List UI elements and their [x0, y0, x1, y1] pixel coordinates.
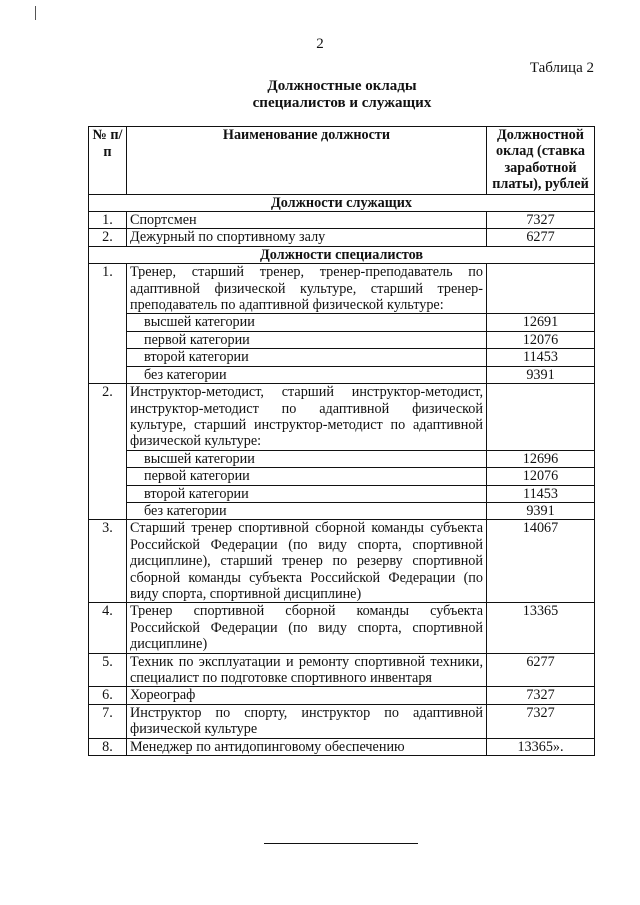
table-label: Таблица 2: [529, 60, 594, 76]
table-header-row: [89, 127, 595, 195]
table-row: [89, 704, 595, 738]
row-salary: 7327: [487, 687, 595, 704]
subrow-salary: 9391: [487, 366, 595, 383]
row-name: Тренер, старший тренер, тренер-преподаватель по адаптивной физической культуре, старший тренер-преподаватель по адаптивной физической культуре:: [127, 264, 487, 314]
row-name: Хореограф: [127, 687, 487, 704]
table-subrow: [89, 349, 595, 366]
row-num: 8.: [89, 738, 127, 755]
subrow-name: без категории: [127, 366, 487, 383]
header-salary: Должностной оклад (ставка заработной платы), рублей: [487, 127, 595, 195]
subrow-salary: 11453: [487, 349, 595, 366]
table-row: [89, 687, 595, 704]
table-row: [89, 653, 595, 687]
row-num: 2.: [89, 229, 127, 246]
section-specialists: [89, 246, 595, 263]
subrow-name: без категории: [127, 502, 487, 519]
table-subrow: [89, 450, 595, 467]
row-salary: 14067: [487, 520, 595, 603]
row-num: 5.: [89, 653, 127, 687]
subrow-name: высшей категории: [127, 450, 487, 467]
title-line-2: специалистов и служащих: [252, 95, 432, 111]
subrow-name: второй категории: [127, 485, 487, 502]
row-num: 1.: [89, 212, 127, 229]
table-row: [89, 603, 595, 653]
subrow-salary: 12696: [487, 450, 595, 467]
subrow-name: первой категории: [127, 331, 487, 348]
row-name: Дежурный по спортивному залу: [127, 229, 487, 246]
section-employees: [89, 194, 595, 211]
row-salary: 6277: [487, 229, 595, 246]
row-name: Тренер спортивной сборной команды субъекта Российской Федерации (по виду спорта, спортивной дисциплине): [127, 603, 487, 653]
row-salary: 7327: [487, 704, 595, 738]
row-salary: 13365».: [487, 738, 595, 755]
subrow-name: высшей категории: [127, 314, 487, 331]
row-name: Менеджер по антидопинговому обеспечению: [127, 738, 487, 755]
table-subrow: [89, 331, 595, 348]
row-num: 7.: [89, 704, 127, 738]
row-name: Инструктор по спорту, инструктор по адаптивной физической культуре: [127, 704, 487, 738]
row-num: 2.: [89, 384, 127, 520]
subrow-name: первой категории: [127, 468, 487, 485]
section-title: Должности служащих: [89, 194, 595, 211]
row-name: Техник по эксплуатации и ремонту спортивной техники, специалист по подготовке спортивного инвентаря: [127, 653, 487, 687]
table-row: [89, 738, 595, 755]
document-title: [0, 78, 640, 112]
table-subrow: [89, 314, 595, 331]
subrow-salary: 12691: [487, 314, 595, 331]
header-num: № п/п: [89, 127, 127, 195]
salary-table: [88, 126, 595, 756]
row-salary: 7327: [487, 212, 595, 229]
subrow-salary: 9391: [487, 502, 595, 519]
row-name: Инструктор-методист, старший инструктор-методист, инструктор-методист по адаптивной физической культуре, старший инструктор-методист по адаптивной физической культуре:: [127, 384, 487, 451]
row-salary-empty: [487, 384, 595, 451]
table-row: [89, 384, 595, 451]
row-num: 3.: [89, 520, 127, 603]
table-row: [89, 212, 595, 229]
row-num: 1.: [89, 264, 127, 384]
page-number: 2: [316, 36, 324, 52]
table-row: [89, 520, 595, 603]
table-subrow: [89, 485, 595, 502]
subrow-salary: 11453: [487, 485, 595, 502]
section-title: Должности специалистов: [89, 246, 595, 263]
row-name: Старший тренер спортивной сборной команды субъекта Российской Федерации (по виду спорта, спортивной дисциплине), старший тренер по резерву спортивной сборной команды субъекта Российской Федерации (по виду спорта, спортивной дисциплине): [127, 520, 487, 603]
title-line-1: Должностные оклады: [267, 78, 417, 94]
subrow-salary: 12076: [487, 331, 595, 348]
table-subrow: [89, 468, 595, 485]
table-subrow: [89, 366, 595, 383]
header-name: Наименование должности: [127, 127, 487, 195]
table-row: [89, 229, 595, 246]
row-salary-empty: [487, 264, 595, 314]
table-row: [89, 264, 595, 314]
row-num: 4.: [89, 603, 127, 653]
row-num: 6.: [89, 687, 127, 704]
table-subrow: [89, 502, 595, 519]
subrow-salary: 12076: [487, 468, 595, 485]
margin-mark: [35, 6, 36, 20]
row-salary: 13365: [487, 603, 595, 653]
subrow-name: второй категории: [127, 349, 487, 366]
footer-divider: [264, 843, 418, 844]
row-name: Спортсмен: [127, 212, 487, 229]
row-salary: 6277: [487, 653, 595, 687]
